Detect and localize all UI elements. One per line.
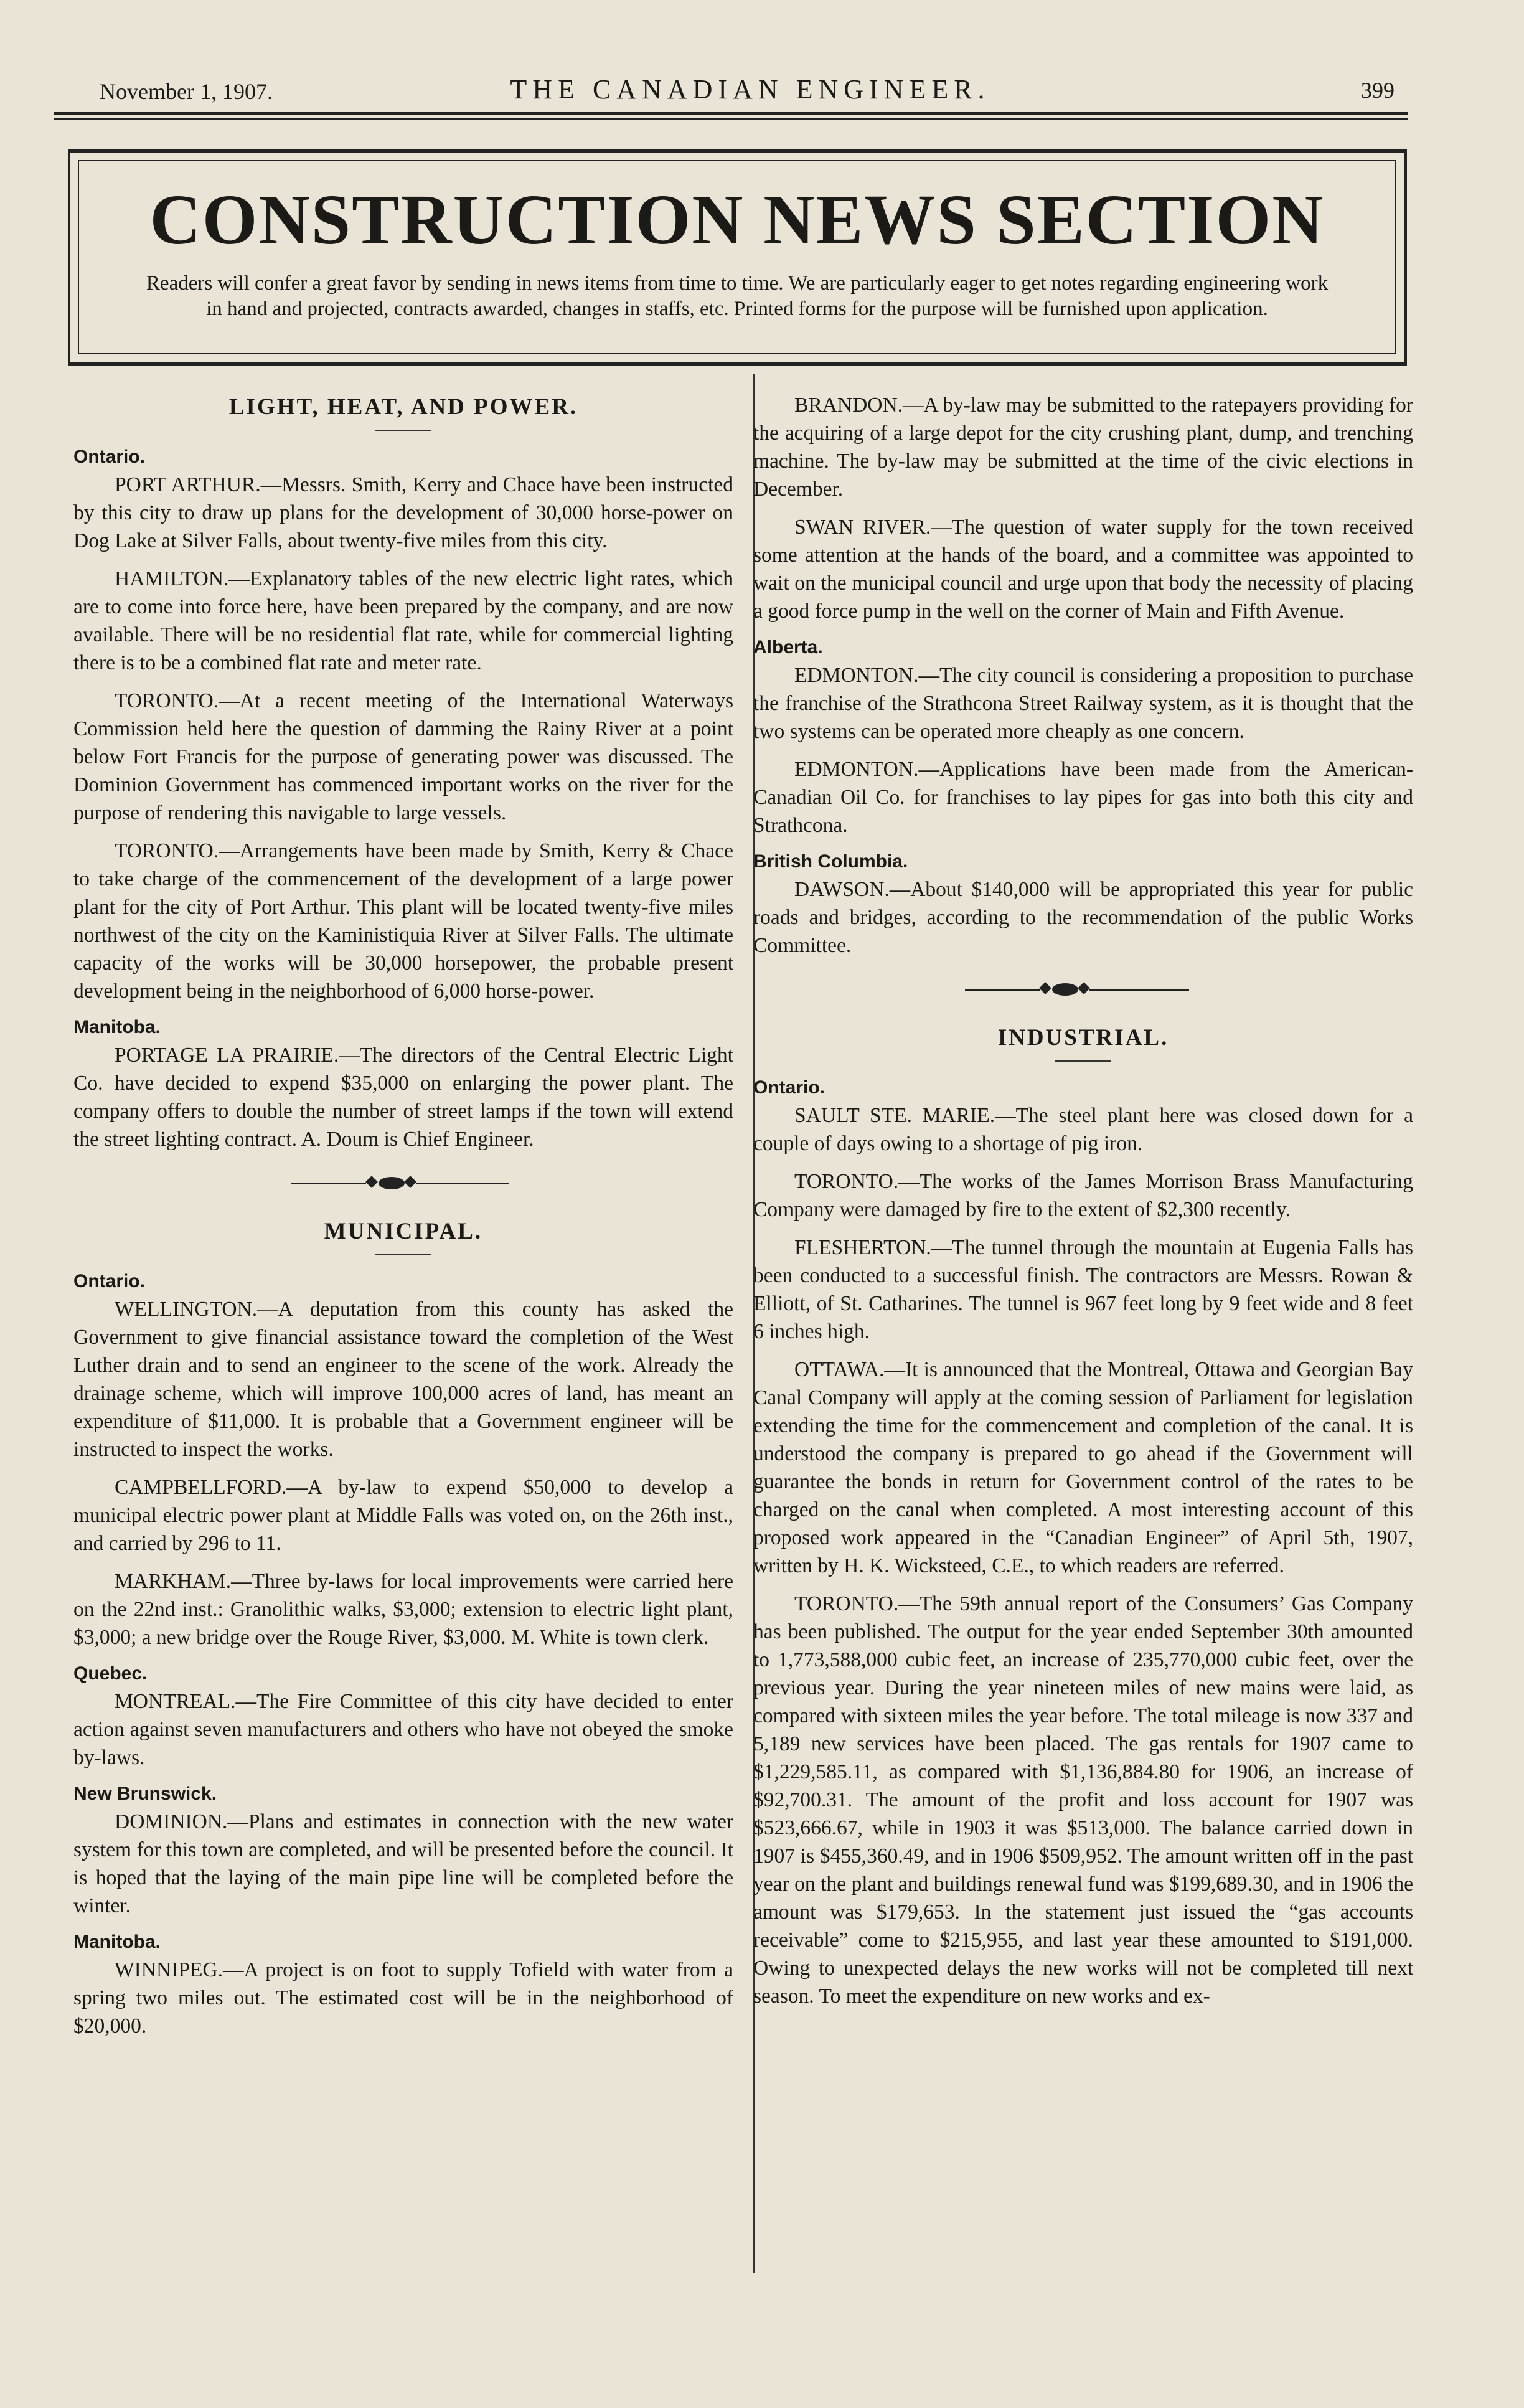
- news-item: EDMONTON.—Applications have been made from the American-Canadian Oil Co. for franchises to lay pipes for gas into both this city and Strathcona.: [753, 758, 1413, 837]
- news-item: HAMILTON.—Explanatory tables of the new electric light rates, which are to come into force here, have been prepared by the company, and are now available. There will be no residential flat rate, while for commercial lighting there is to be a combined flat rate and meter rate.: [73, 567, 733, 674]
- news-item: MARKHAM.—Three by-laws for local improvements were carried here on the 22nd inst.: Granolithic walks, $3,000; extension to electric light plant, $3,000; a new bridge over the Rouge River, $3,000. M. White is town clerk.: [73, 1570, 733, 1649]
- province-label: Manitoba.: [73, 1017, 161, 1037]
- right-column: [753, 391, 1413, 2020]
- section-heading-light-heat-power: LIGHT, HEAT, AND POWER.: [228, 394, 578, 420]
- news-item: PORT ARTHUR.—Messrs. Smith, Kerry and Chace have been instructed by this city to draw up plans for the development of 30,000 horse-power on Dog Lake at Silver Falls, about twenty-five miles from this city.: [73, 473, 733, 552]
- left-column: [73, 391, 733, 2050]
- news-item: DAWSON.—About $140,000 will be appropriated this year for public roads and bridges, according to the recommendation of the public Works Committee.: [753, 878, 1413, 957]
- province-label: New Brunswick.: [73, 1783, 217, 1804]
- province-label: Ontario.: [753, 1077, 826, 1098]
- province-label: Ontario.: [73, 446, 146, 467]
- header-rule-thick: [54, 112, 1408, 115]
- section-ornament: [73, 1168, 733, 1199]
- header-rule-thin: [54, 118, 1408, 120]
- news-item: TORONTO.—The 59th annual report of the Consumers’ Gas Company has been published. The output for the year ended September 30th amounted to 1,773,588,000 cubic feet, an increase of 235,770,000 cubic feet, over the previous year. During the year nineteen miles of new mains were laid, as compared with sixteen miles the year before. The total mileage is now 337 and 5,189 new services have been placed. The gas rentals for 1907 came to $1,229,585.11, as compared with $1,136,884.80 for 1906, an increase of $92,700.31. The amount of the profit and loss account for 1907 was $523,666.67, while in 1903 it was $513,000. The balance carried down in 1907 is $455,360.49, and in 1906 $509,952. The amount written off in the past year on the plant and buildings renewal fund was $199,689.30, and in 1906 the amount was $179,653. In the statement just issued the “gas accounts receivable” come to $215,955, and last year these amounted to $191,000. Owing to unexpected delays the new works will not be completed till next season. To meet the expenditure on new works and ex-: [753, 1592, 1413, 2008]
- news-item: WINNIPEG.—A project is on foot to supply Tofield with water from a spring two miles out. The estimated cost will be in the neighborhood of $20,000.: [73, 1958, 733, 2037]
- news-item: BRANDON.—A by-law may be submitted to the ratepayers providing for the acquiring of a large depot for the city crushing plant, dump, and trenching machine. The by-law may be submitted at the time of the civic elections in December.: [753, 394, 1413, 501]
- heading-dash: [1055, 1060, 1111, 1062]
- running-head: [100, 73, 1401, 111]
- news-item: TORONTO.—Arrangements have been made by Smith, Kerry & Chace to take charge of the commencement of the development of a large power plant for the city of Port Arthur. This plant will be located twenty-five miles northwest of the city on the Kaministiquia River at Silver Falls. The ultimate capacity of the works will be 30,000 horsepower, the probable present development being in the neighborhood of 6,000 horse-power.: [73, 839, 733, 1003]
- news-item: WELLINGTON.—A deputation from this county has asked the Government to give financial assistance toward the completion of the West Luther drain and to send an engineer to the scene of the work. Already the drainage scheme, which will improve 100,000 acres of land, has meant an expenditure of $11,000. It is probable that a Government engineer will be instructed to inspect the works.: [73, 1298, 733, 1461]
- news-item: DOMINION.—Plans and estimates in connection with the new water system for this town are completed, and will be presented before the council. It is hoped that the laying of the main pipe line will be completed before the winter.: [73, 1810, 733, 1917]
- province-label: Alberta.: [753, 637, 823, 658]
- banner-notice: Readers will confer a great favor by sending in news items from time to time. We are particularly eager to get notes regarding engineering work in hand and projected, contracts awarded, changes in staffs, etc. Printed forms for the purpose will be furnished upon application.: [146, 272, 1329, 320]
- news-item: TORONTO.—At a recent meeting of the International Waterways Commission held here the question of damming the Rainy River at a point below Fort Francis for the purpose of generating power was discussed. The Dominion Government has commenced important works on the river for the purpose of rendering this navigable to large vessels.: [73, 689, 733, 824]
- news-item: OTTAWA.—It is announced that the Montreal, Ottawa and Georgian Bay Canal Company will apply at the coming session of Parliament for legislation extending the time for the commencement and completion of the canal. It is understood the company is prepared to go ahead if the Government will guarantee the bonds in return for Government control of the rates to be charged on the canal when completed. A most interesting account of this proposed work appeared in the “Canadian Engineer” of April 5th, 1907, written by H. K. Wicksteed, C.E., to which readers are referred.: [753, 1358, 1413, 1577]
- province-label: Manitoba.: [73, 1932, 161, 1952]
- journal-title: THE CANADIAN ENGINEER.: [510, 74, 990, 105]
- news-item: CAMPBELLFORD.—A by-law to expend $50,000 to develop a municipal electric power plant at Middle Falls was voted on, on the 26th inst., and carried by 296 to 11.: [73, 1476, 733, 1555]
- section-banner: [68, 149, 1407, 366]
- province-label: Quebec.: [73, 1663, 148, 1684]
- province-label: British Columbia.: [753, 851, 908, 872]
- news-item: FLESHERTON.—The tunnel through the mountain at Eugenia Falls has been conducted to a successful finish. The contractors are Messrs. Rowan & Elliott, of St. Catharines. The tunnel is 967 feet long by 9 feet wide and 8 feet 6 inches high.: [753, 1236, 1413, 1343]
- section-heading-industrial: INDUSTRIAL.: [997, 1025, 1169, 1051]
- province-label: Ontario.: [73, 1271, 146, 1291]
- news-item: PORTAGE LA PRAIRIE.—The directors of the Central Electric Light Co. have decided to expend $35,000 on enlarging the power plant. The company offers to double the number of street lamps if the town will extend the street lighting contract. A. Doum is Chief Engineer.: [73, 1044, 733, 1151]
- issue-date: November 1, 1907.: [100, 79, 273, 104]
- heading-dash: [375, 1254, 431, 1255]
- section-ornament: [753, 975, 1413, 1006]
- banner-title: CONSTRUCTION NEWS SECTION: [149, 180, 1325, 259]
- news-item: SWAN RIVER.—The question of water supply for the town received some attention at the hands of the board, and a committee was appointed to wait on the municipal council and urge upon that body the necessity of placing a good force pump in the well on the corner of Main and Fifth Avenue.: [753, 516, 1413, 623]
- news-item: SAULT STE. MARIE.—The steel plant here was closed down for a couple of days owing to a shortage of pig iron.: [753, 1104, 1413, 1155]
- section-heading-municipal: MUNICIPAL.: [324, 1219, 483, 1244]
- heading-dash: [375, 430, 431, 431]
- page-number: 399: [1361, 78, 1395, 103]
- news-item: EDMONTON.—The city council is considering a proposition to purchase the franchise of the Strathcona Street Railway system, as it is thought that the two systems can be operated more cheaply as one concern.: [753, 664, 1413, 743]
- news-item: MONTREAL.—The Fire Committee of this city have decided to enter action against seven manufacturers and others who have not obeyed the smoke by-laws.: [73, 1690, 733, 1769]
- news-item: TORONTO.—The works of the James Morrison Brass Manufacturing Company were damaged by fire to the extent of $2,300 recently.: [753, 1170, 1413, 1221]
